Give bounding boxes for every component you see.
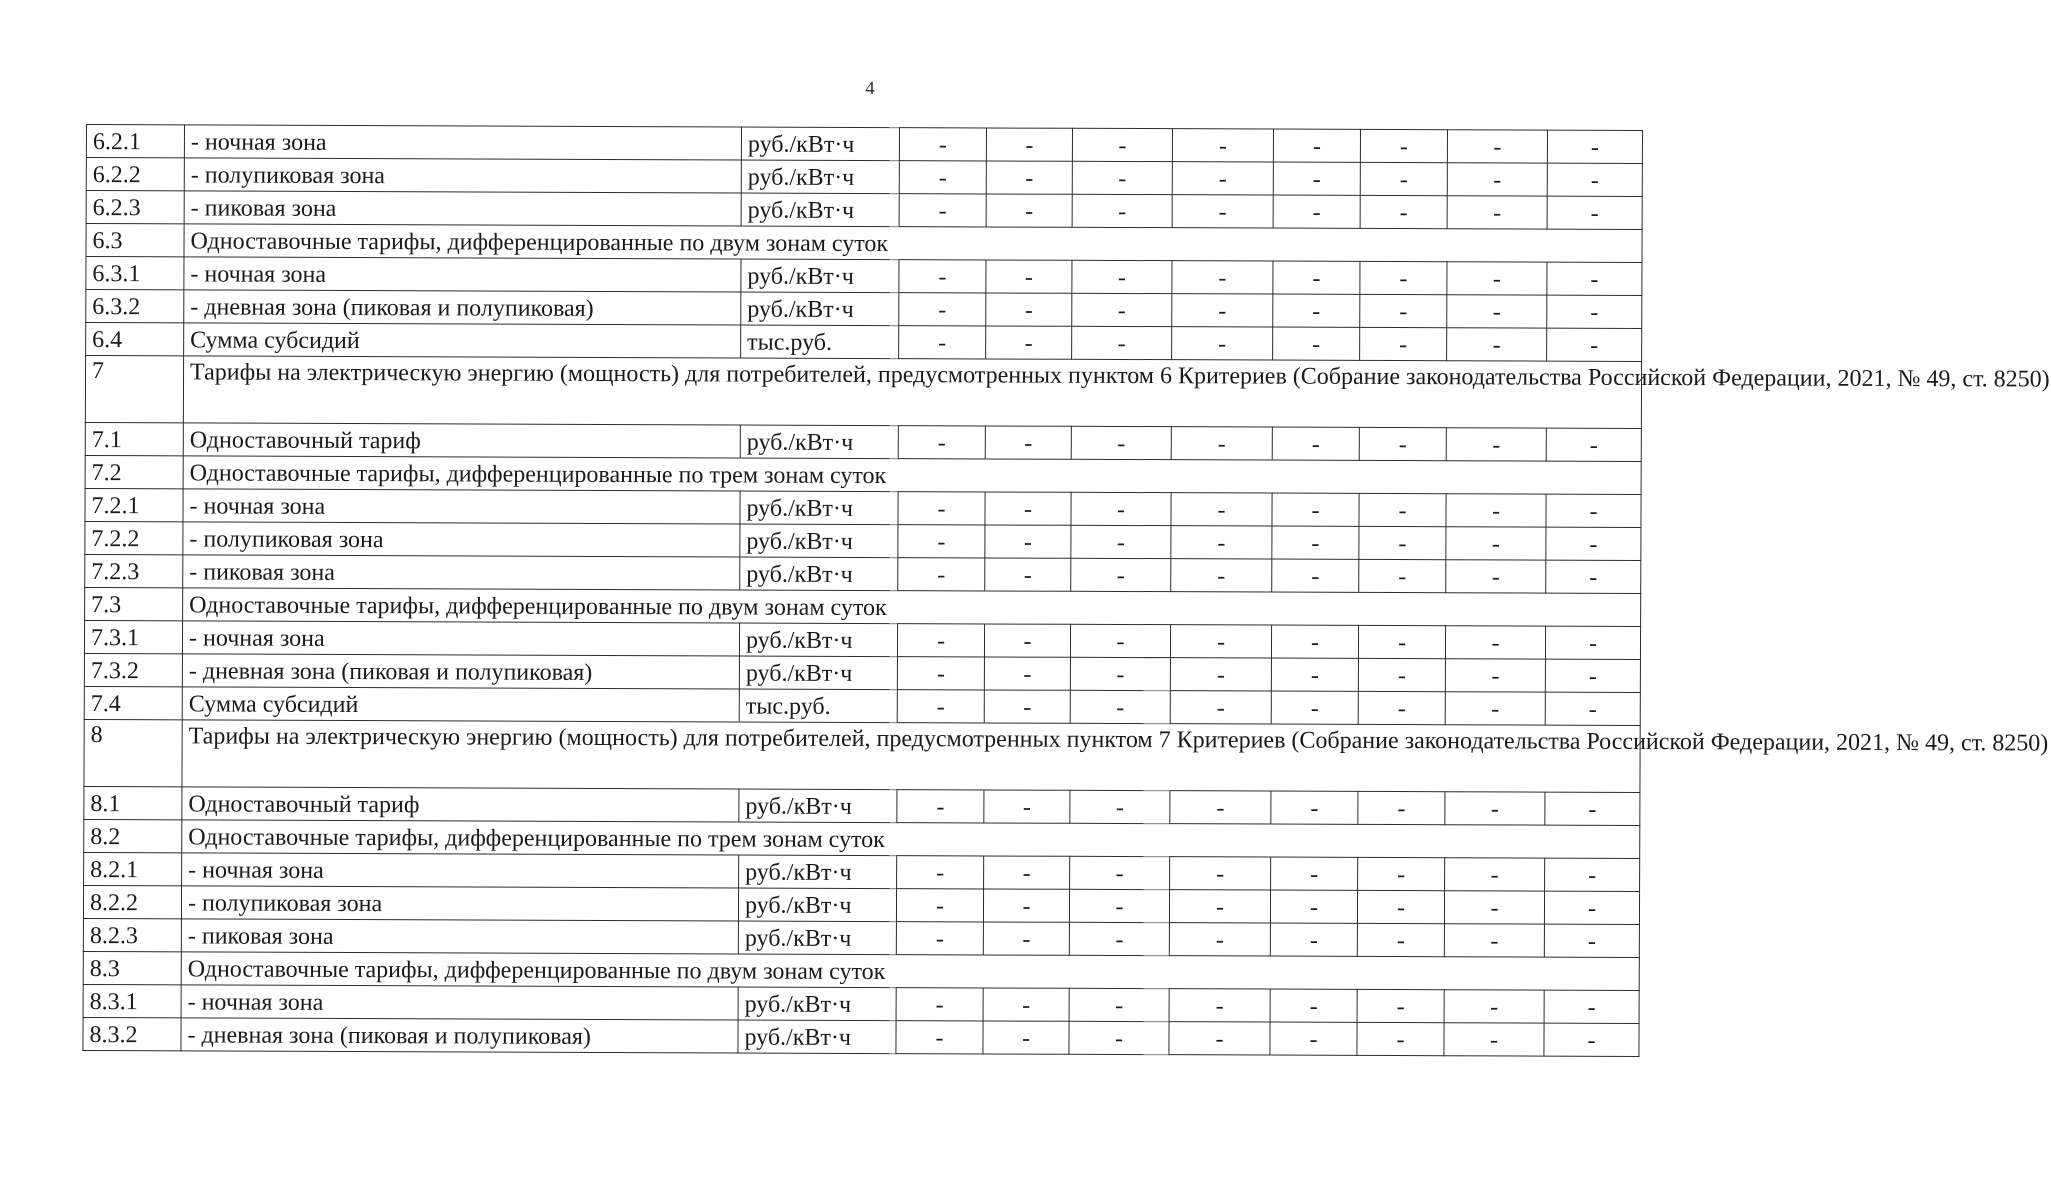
row-unit: руб./кВт·ч: [741, 259, 899, 293]
table-row: [85, 521, 1641, 560]
value-cell: -: [1446, 527, 1546, 560]
value-cell: -: [897, 856, 984, 889]
value-cell: -: [1070, 856, 1170, 889]
value-cell: -: [1070, 790, 1170, 823]
table-row: [84, 620, 1640, 659]
value-cell: -: [896, 1021, 983, 1054]
value-cell: -: [1273, 261, 1360, 294]
table-row: [84, 653, 1640, 692]
value-cell: -: [1171, 427, 1272, 460]
value-cell: -: [899, 128, 986, 161]
section-title: Тарифы на электрическую энергию (мощность) для потребителей, предусмотренных пунктом 7 Критериев (Собрание законодательства Российской Федерации, 2021, № 49, ст. 8250): [182, 720, 1640, 793]
value-cell: -: [1447, 328, 1547, 361]
value-cell: -: [1357, 1022, 1444, 1055]
value-cell: -: [1171, 559, 1272, 592]
value-cell: -: [897, 790, 984, 823]
value-cell: -: [1172, 195, 1273, 228]
value-cell: -: [1446, 560, 1546, 593]
value-cell: -: [1444, 891, 1544, 924]
row-code: 8: [84, 719, 182, 786]
row-code: 8.2.3: [83, 918, 181, 951]
value-cell: -: [1071, 492, 1171, 525]
value-cell: -: [1360, 129, 1447, 162]
section-row: [84, 719, 1640, 792]
value-cell: -: [898, 558, 985, 591]
value-cell: -: [1271, 691, 1358, 724]
value-cell: -: [1446, 494, 1546, 527]
value-cell: -: [1360, 261, 1447, 294]
row-name: - ночная зона: [181, 985, 738, 1020]
section-row: [84, 819, 1640, 858]
row-code: 6.3.1: [86, 257, 184, 290]
value-cell: -: [1272, 559, 1359, 592]
section-row: [86, 224, 1642, 263]
value-cell: -: [1273, 294, 1360, 327]
row-unit: руб./кВт·ч: [740, 491, 898, 525]
row-name: Сумма субсидий: [184, 323, 741, 358]
value-cell: -: [1547, 163, 1642, 196]
value-cell: -: [984, 856, 1070, 889]
value-cell: -: [1447, 196, 1547, 229]
value-cell: -: [1544, 990, 1639, 1023]
value-cell: -: [1357, 890, 1444, 923]
row-unit: руб./кВт·ч: [741, 160, 899, 194]
table-row: [84, 686, 1640, 725]
row-code: 7.2.1: [85, 488, 183, 521]
value-cell: -: [1271, 791, 1358, 824]
value-cell: -: [986, 161, 1072, 194]
value-cell: -: [984, 624, 1070, 657]
row-name: Сумма субсидий: [182, 687, 739, 722]
row-name: - пиковая зона: [183, 555, 740, 590]
value-cell: -: [899, 326, 986, 359]
value-cell: -: [1359, 427, 1446, 460]
value-cell: -: [896, 889, 983, 922]
row-code: 8.2: [84, 819, 182, 852]
tariff-table: [82, 124, 2050, 1057]
row-code: 8.2.2: [83, 885, 181, 918]
value-cell: -: [1360, 294, 1447, 327]
value-cell: -: [1170, 691, 1271, 724]
value-cell: -: [1072, 128, 1172, 161]
value-cell: -: [1445, 858, 1545, 891]
value-cell: -: [1069, 922, 1169, 955]
row-name: - ночная зона: [184, 257, 741, 292]
value-cell: -: [1170, 625, 1271, 658]
value-cell: -: [1544, 924, 1639, 957]
value-cell: -: [984, 657, 1070, 690]
row-name: - ночная зона: [182, 853, 739, 888]
row-unit: руб./кВт·ч: [739, 855, 897, 889]
value-cell: -: [1545, 692, 1640, 725]
value-cell: -: [1272, 526, 1359, 559]
value-cell: -: [1270, 923, 1357, 956]
value-cell: -: [1072, 293, 1172, 326]
value-cell: -: [1172, 294, 1273, 327]
section-title: Одноставочные тарифы, дифференцированные по трем зонам суток: [183, 456, 1641, 495]
value-cell: -: [896, 988, 983, 1021]
row-unit: руб./кВт·ч: [738, 987, 896, 1021]
row-name: - ночная зона: [182, 621, 739, 656]
table-row: [85, 422, 1641, 461]
value-cell: -: [1547, 295, 1642, 328]
section-row: [85, 455, 1641, 494]
value-cell: -: [1069, 988, 1169, 1021]
value-cell: -: [1447, 262, 1547, 295]
section-row: [85, 356, 1641, 429]
value-cell: -: [1169, 890, 1270, 923]
value-cell: -: [1170, 791, 1271, 824]
value-cell: -: [1359, 559, 1446, 592]
value-cell: -: [1169, 923, 1270, 956]
value-cell: -: [898, 492, 985, 525]
value-cell: -: [1357, 923, 1444, 956]
value-cell: -: [1544, 1023, 1639, 1056]
row-unit: руб./кВт·ч: [738, 888, 896, 922]
value-cell: -: [1358, 857, 1445, 890]
table-row: [86, 158, 1642, 197]
value-cell: -: [1273, 195, 1360, 228]
value-cell: -: [1172, 327, 1273, 360]
value-cell: -: [1545, 659, 1640, 692]
value-cell: -: [1547, 196, 1642, 229]
table-row: [86, 125, 1642, 164]
table-row: [86, 257, 1642, 296]
row-code: 8.3.2: [83, 1017, 181, 1050]
value-cell: -: [1170, 857, 1271, 890]
section-title: Одноставочные тарифы, дифференцированные по двум зонам суток: [181, 952, 1639, 991]
value-cell: -: [1071, 525, 1171, 558]
value-cell: -: [1444, 1023, 1544, 1056]
page-number: 4: [865, 78, 875, 99]
value-cell: -: [1544, 891, 1639, 924]
value-cell: -: [1359, 493, 1446, 526]
value-cell: -: [1358, 625, 1445, 658]
value-cell: -: [1172, 129, 1273, 162]
value-cell: -: [1272, 493, 1359, 526]
value-cell: -: [896, 922, 983, 955]
table-row: [84, 786, 1640, 825]
value-cell: -: [1546, 560, 1641, 593]
value-cell: -: [1169, 989, 1270, 1022]
section-row: [83, 951, 1639, 990]
value-cell: -: [1545, 858, 1640, 891]
section-title: Одноставочные тарифы, дифференцированные по трем зонам суток: [182, 820, 1640, 859]
value-cell: -: [1358, 691, 1445, 724]
row-name: - полупиковая зона: [183, 522, 740, 557]
value-cell: -: [1171, 493, 1272, 526]
value-cell: -: [1360, 162, 1447, 195]
row-code: 7.4: [84, 686, 182, 719]
value-cell: -: [1072, 326, 1172, 359]
value-cell: -: [1446, 428, 1546, 461]
value-cell: -: [899, 194, 986, 227]
row-unit: тыс.руб.: [741, 325, 899, 359]
row-code: 6.2.2: [86, 158, 184, 191]
value-cell: -: [1445, 626, 1545, 659]
tariff-table-body: [83, 125, 2050, 1057]
value-cell: -: [899, 161, 986, 194]
value-cell: -: [1171, 526, 1272, 559]
row-code: 8.1: [84, 786, 182, 819]
value-cell: -: [1358, 658, 1445, 691]
value-cell: -: [1547, 262, 1642, 295]
value-cell: -: [1547, 130, 1642, 163]
value-cell: -: [898, 525, 985, 558]
value-cell: -: [1545, 626, 1640, 659]
value-cell: -: [985, 558, 1071, 591]
value-cell: -: [1069, 1021, 1169, 1054]
row-code: 6.4: [86, 323, 184, 356]
value-cell: -: [1172, 162, 1273, 195]
section-title: Одноставочные тарифы, дифференцированные по двум зонам суток: [184, 224, 1642, 263]
row-code: 8.2.1: [84, 852, 182, 885]
value-cell: -: [985, 525, 1071, 558]
value-cell: -: [1444, 924, 1544, 957]
value-cell: -: [986, 194, 1072, 227]
value-cell: -: [899, 293, 986, 326]
row-code: 7.2: [85, 455, 183, 488]
value-cell: -: [984, 690, 1070, 723]
row-name: - пиковая зона: [184, 191, 741, 226]
value-cell: -: [1445, 792, 1545, 825]
row-unit: руб./кВт·ч: [740, 524, 898, 558]
table-row: [85, 488, 1641, 527]
value-cell: -: [1447, 130, 1547, 163]
value-cell: -: [1072, 194, 1172, 227]
row-unit: тыс.руб.: [739, 689, 897, 723]
value-cell: -: [1070, 624, 1170, 657]
row-unit: руб./кВт·ч: [740, 425, 898, 459]
value-cell: -: [1072, 161, 1172, 194]
row-code: 7.1: [85, 422, 183, 455]
table-row: [84, 852, 1640, 891]
value-cell: -: [1545, 792, 1640, 825]
value-cell: -: [1546, 428, 1641, 461]
value-cell: -: [983, 889, 1069, 922]
value-cell: -: [897, 690, 984, 723]
value-cell: -: [1360, 327, 1447, 360]
value-cell: -: [983, 922, 1069, 955]
row-name: - полупиковая зона: [181, 886, 738, 921]
value-cell: -: [1170, 658, 1271, 691]
row-code: 7.3: [85, 587, 183, 620]
value-cell: -: [1169, 1022, 1270, 1055]
value-cell: -: [1359, 526, 1446, 559]
row-code: 7.3.2: [84, 653, 182, 686]
value-cell: -: [1357, 989, 1444, 1022]
table-row: [86, 323, 1642, 362]
row-code: 7.2.2: [85, 521, 183, 554]
row-unit: руб./кВт·ч: [739, 789, 897, 823]
value-cell: -: [1271, 857, 1358, 890]
row-name: - ночная зона: [183, 489, 740, 524]
value-cell: -: [1071, 426, 1171, 459]
section-row: [85, 587, 1641, 626]
value-cell: -: [1447, 295, 1547, 328]
table-row: [83, 1017, 1639, 1056]
row-code: 7.3.1: [84, 620, 182, 653]
table-row: [83, 984, 1639, 1023]
value-cell: -: [1271, 658, 1358, 691]
row-code: 8.3: [83, 951, 181, 984]
row-code: 6.2.1: [86, 125, 184, 158]
row-unit: руб./кВт·ч: [741, 292, 899, 326]
value-cell: -: [986, 293, 1072, 326]
value-cell: -: [898, 426, 985, 459]
row-unit: руб./кВт·ч: [739, 656, 897, 690]
row-name: - пиковая зона: [181, 919, 738, 954]
value-cell: -: [1069, 889, 1169, 922]
value-cell: -: [897, 624, 984, 657]
row-code: 6.3: [86, 224, 184, 257]
value-cell: -: [986, 260, 1072, 293]
row-code: 8.3.1: [83, 984, 181, 1017]
value-cell: -: [1172, 261, 1273, 294]
row-unit: руб./кВт·ч: [741, 127, 899, 161]
value-cell: -: [985, 426, 1071, 459]
value-cell: -: [1547, 328, 1642, 361]
row-code: 7: [85, 356, 183, 423]
row-name: - дневная зона (пиковая и полупиковая): [181, 1018, 738, 1053]
row-unit: руб./кВт·ч: [738, 1020, 896, 1054]
value-cell: -: [983, 988, 1069, 1021]
row-code: 7.2.3: [85, 554, 183, 587]
row-unit: руб./кВт·ч: [739, 623, 897, 657]
row-code: 6.3.2: [86, 290, 184, 323]
value-cell: -: [1270, 890, 1357, 923]
value-cell: -: [1358, 791, 1445, 824]
value-cell: -: [1546, 527, 1641, 560]
value-cell: -: [899, 260, 986, 293]
value-cell: -: [1272, 427, 1359, 460]
value-cell: -: [1445, 692, 1545, 725]
row-name: - ночная зона: [184, 125, 741, 160]
value-cell: -: [986, 326, 1072, 359]
row-unit: руб./кВт·ч: [741, 193, 899, 227]
table-row: [83, 918, 1639, 957]
value-cell: -: [1270, 1022, 1357, 1055]
value-cell: -: [984, 790, 1070, 823]
value-cell: -: [1271, 625, 1358, 658]
value-cell: -: [1270, 989, 1357, 1022]
value-cell: -: [1070, 690, 1170, 723]
value-cell: -: [1445, 659, 1545, 692]
row-unit: руб./кВт·ч: [740, 557, 898, 591]
row-unit: руб./кВт·ч: [738, 921, 896, 955]
section-title: Тарифы на электрическую энергию (мощность) для потребителей, предусмотренных пунктом 6 Критериев (Собрание законодательства Российской Федерации, 2021, № 49, ст. 8250): [183, 356, 1641, 429]
section-title: Одноставочные тарифы, дифференцированные по двум зонам суток: [183, 588, 1641, 627]
table-row: [83, 885, 1639, 924]
value-cell: -: [1273, 129, 1360, 162]
value-cell: -: [985, 492, 1071, 525]
value-cell: -: [1071, 558, 1171, 591]
row-name: - дневная зона (пиковая и полупиковая): [184, 290, 741, 325]
row-name: Одноставочный тариф: [182, 787, 739, 822]
value-cell: -: [1273, 327, 1360, 360]
value-cell: -: [1360, 195, 1447, 228]
value-cell: -: [1447, 163, 1547, 196]
value-cell: -: [897, 657, 984, 690]
value-cell: -: [1070, 657, 1170, 690]
table-row: [85, 554, 1641, 593]
table-row: [86, 191, 1642, 230]
value-cell: -: [1072, 260, 1172, 293]
row-name: - полупиковая зона: [184, 158, 741, 193]
row-name: Одноставочный тариф: [183, 423, 740, 458]
value-cell: -: [986, 128, 1072, 161]
value-cell: -: [1273, 162, 1360, 195]
table-row: [86, 290, 1642, 329]
row-code: 6.2.3: [86, 191, 184, 224]
value-cell: -: [1546, 494, 1641, 527]
value-cell: -: [1444, 990, 1544, 1023]
row-name: - дневная зона (пиковая и полупиковая): [182, 654, 739, 689]
value-cell: -: [983, 1021, 1069, 1054]
